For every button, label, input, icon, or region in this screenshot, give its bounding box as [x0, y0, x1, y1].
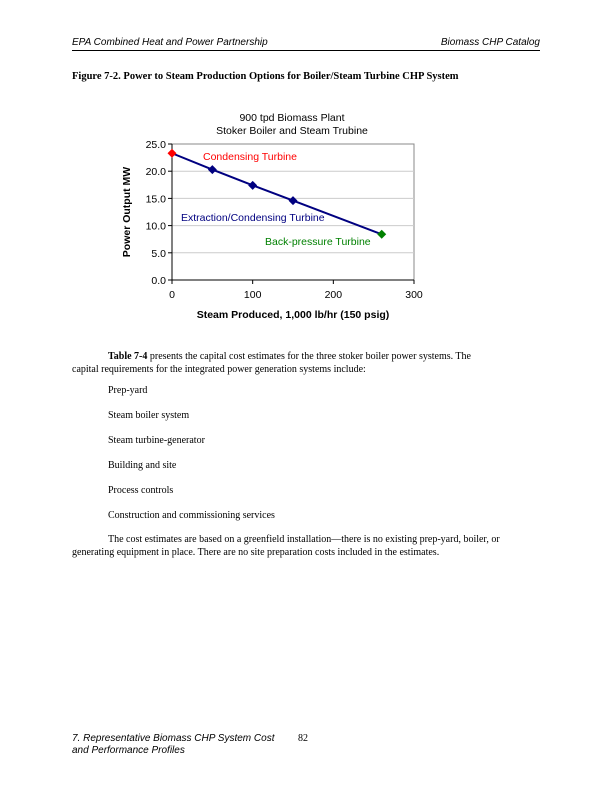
chart-title: 900 tpd Biomass Plant [239, 112, 345, 124]
annotation-label: Extraction/Condensing Turbine [181, 212, 325, 224]
para1-text: presents the capital cost estimates for the three stoker boiler power systems. The [147, 351, 471, 362]
para2-text-2: generating equipment in place. There are no site preparation costs included in the estimates. [72, 547, 440, 558]
y-tick-label: 20.0 [145, 166, 166, 179]
header-left: EPA Combined Heat and Power Partnership [72, 37, 268, 48]
list-item: Construction and commissioning services [108, 510, 275, 521]
table-ref: Table 7-4 [108, 351, 148, 362]
para1-text-2: capital requirements for the integrated power generation systems include: [72, 364, 366, 375]
annotation-label: Condensing Turbine [203, 151, 297, 163]
footer-line1: 7. Representative Biomass CHP System Cost [72, 733, 275, 744]
x-tick-label: 200 [324, 289, 343, 301]
paragraph-2 [72, 533, 542, 559]
y-axis-label: Power Output MW [121, 166, 133, 258]
header-right: Biomass CHP Catalog [440, 37, 540, 48]
list-item: Prep-yard [108, 385, 148, 396]
page-number: 82 [298, 733, 308, 744]
chart-subtitle: Stoker Boiler and Steam Trubine [216, 125, 368, 137]
list-item: Building and site [108, 460, 177, 471]
y-tick-label: 0.0 [151, 275, 166, 287]
y-tick-label: 5.0 [151, 247, 166, 260]
figure-caption: Figure 7-2. Power to Steam Production Options for Boiler/Steam Turbine CHP System [72, 71, 459, 82]
x-tick-label: 300 [405, 289, 423, 301]
footer-section [72, 733, 274, 757]
x-tick-label: 100 [243, 289, 262, 301]
annotation-label: Back-pressure Turbine [265, 236, 371, 248]
y-tick-label: 15.0 [145, 193, 166, 206]
x-tick-label: 0 [169, 289, 175, 301]
chart [0, 0, 612, 340]
list-item: Steam turbine-generator [108, 435, 205, 446]
y-tick-label: 25.0 [145, 139, 166, 151]
para2-text: The cost estimates are based on a greenfield installation—there is no existing prep-yard, boiler, or [108, 534, 500, 545]
list-item: Steam boiler system [108, 410, 190, 421]
y-tick-label: 10.0 [145, 220, 166, 233]
x-axis-label: Steam Produced, 1,000 lb/hr (150 psig) [196, 309, 390, 321]
paragraph-1 [72, 350, 542, 376]
footer-line2: and Performance Profiles [72, 745, 185, 756]
list-item: Process controls [108, 485, 174, 496]
